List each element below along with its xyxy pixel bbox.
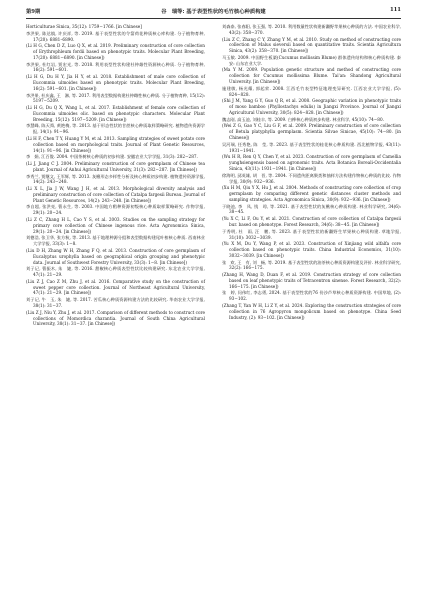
- page-number: 111: [389, 7, 401, 13]
- reference-entry: (Yu X M, Du Y, Wang P, et al. 2023. Construction of Xinjiang wild alfalfa core collection based on phenotypic traits. China Industrial Economics, 31(10): 3032−3039. [in Chinese]): [222, 241, 401, 258]
- reference-entry: 张 欢, 王 有, 刘 畅, 等. 2019. 基于表型性状的油茶核心种质资源构建及评价. 林业科学研究, 32(2): 166−175.: [222, 259, 401, 271]
- issue-number: 第9期: [26, 9, 41, 15]
- reference-entry: 李慧峰, 陈天舜, 黄艳梅, 等. 2013. 基于形态性状的甘蔗核心种质取样策略研究. 植物遗传资源学报, 14(1): 91−96.: [26, 123, 205, 135]
- running-title: 谷 瑞等: 基于表型性状的毛竹核心种质构建: [161, 9, 266, 15]
- reference-entry: 于晓池, 李 凤, 钱 琼, 等. 2021. 基于表型性状的灰楸核心种质构建. 林业科学研究, 34(6): 38−45.: [222, 203, 401, 215]
- reference-entry: (Li H G, Du H Y, Jia H Y, et al. 2018. Establishment of male core collection of Eucommia ulmoides based on phenotypic traits. Molecular Plant Breeding, 16(2): 591−601. [in Chinese]): [26, 74, 205, 91]
- reference-entry: 李 娟, 江百俊. 2004. 中国茶树核心种质的初步构建. 安徽农业大学学报, 31(3): 282−287.: [26, 154, 198, 160]
- reference-entry: 吴河瑞, 任秀艳, 陈 莹, 等. 2023. 基于表型性状的桂花核心种质构建. 西北植物学报, 43(11): 1931−1941.: [222, 141, 401, 153]
- reference-entry: 刘德浩, 张卫华, 张方秋, 等. 2013. 基于地理种源分组和表型数据构建尾叶桉核心种质. 西南林业大学学报, 33(3): 1−8.: [26, 235, 205, 247]
- reference-column-left: [26, 24, 205, 328]
- reference-entry: 刘子记, 牛 玉, 朱 婕, 等. 2017. 苦瓜核心种质资源构建方法的比较研究. 华南农业大学学报, 38(1): 31−37.: [26, 297, 205, 308]
- reference-entry: (Wu H R, Ren Q Y, Chen Y, et al. 2023. Construction of core germplasm of Camellia yunghsiengensis based on agronomic traits. Acta Botanica Boreali-Occidentalia Sinica, 43(11): 1931−1941. [in Chinese]): [222, 154, 401, 171]
- reference-entry: (Wei Z G, Gao Y C, Liu G F, et al. 2009. Preliminary construction of core collection of Betula platyphylla germplasm. Scientia Silvae Sinicae, 45(10): 74−80. [in Chinese]): [222, 123, 401, 141]
- reference-entry: Horticulturae Sinica, 35(12): 1759−1766. [in Chinese]: [26, 24, 142, 29]
- reference-entry: (Li X L, Jia J W, Wang J H, et al. 2013. Morphological diversity analysis and preliminary construction of core collection of Catalpa fargesii Bureau. Journal of Plant Genetic Resources, 14(2): 243−248. [in Chinese]): [26, 186, 205, 203]
- reference-entry: (Li J, Jiang C J. 2004. Preliminary construction of core germplasm of Chinese tea plant. Journal of Anhui Agricultural University, 31(3): 282−287. [in Chinese]): [26, 161, 205, 172]
- reference-entry: (Yu X C, Li F, Ou Y, et al. 2021. Construction of core collection of Catalpa fargesii bur. based on phenotype. Forest Research, 34(6): 38−45. [in Chinese]): [222, 216, 401, 227]
- reference-entry: 魏志刚, 高玉池, 刘桂丰, 等. 2009. 白桦核心种质初步构建. 林业科学, 45(10): 74−80.: [222, 116, 384, 122]
- reference-entry: (Zhang T, Yan W H, Li Z Y, et al. 2024. Exploring the construction strategies of core collection in 76 Agropyron mongolicum based on phenotype. China Seed Industry, (2): 93−102. [in Chinese]): [222, 303, 401, 320]
- reference-entry: 李秀兰, 贾继文, 王军辉, 等. 2013. 灰楸形态多样性分析及核心种质初步构建. 植物遗传资源学报, 14(2): 243−248.: [26, 173, 205, 185]
- reference-entry: (Liu Z C, Zhang C Y, Zhang Y M, et al. 2010. Study on method of constructing core collection of Malus sieversii based on quantitative traits. Scientia Agricultura Sinica, 43(2): 358−370. [in Chinese]): [222, 36, 401, 54]
- reference-entry: 李洪果, 杜红岩, 贾宏光, 等. 2018. 利用表型性状构建杜仲雄性资源核心种质. 分子植物育种, 16(2): 591−601.: [26, 61, 205, 73]
- reference-entry: (Shi J M, Yang G Y, Guo Q R, et al. 2008. Geographic variation in phenotypic traits of moso bamboo (Phyllostachys edulis) in Jiangxi Province. Journal of Jiangxi Agricultural University, 30(5): 824−828. [in Chinese]): [222, 98, 401, 116]
- reference-entry: 刘子记, 曹振木, 朱 婕, 等. 2016. 甜椒核心种质表型性状比较构建研究. 东北农业大学学报, 47(1): 21−29.: [26, 266, 205, 278]
- reference-entry: 徐海明, 邱英雄, 胡 晋, 等. 2004. 不同遗传距离聚类和抽样方法构建作物核心种质的比较. 作物学报, 30(9): 932−936.: [222, 172, 401, 184]
- reference-entry: 施建敏, 杨光耀, 郭起荣. 2008. 江西毛竹表型特征地理变异研究. 江西农业大学学报, (5): 824−828.: [222, 85, 401, 97]
- reference-entry: 刘森泰, 张春阳, 张玉强, 等. 2010. 利用数量性状构建新疆野苹果核心种质的方法. 中国农业科学, 43(2): 358−370.: [222, 24, 401, 35]
- reference-entry: (Li H F, Chen T Y, Huang Y M, et al. 2013. Sampling strategies of sweet potato core collection based on morphological traits. Journal of Plant Genetic Resources, 14(1): 91−96. [in Chinese]): [26, 135, 205, 153]
- reference-entry: (Li H G, Du Q X, Wang L, et al. 2017. Establishment of female core collection of Eucommia ulmoides olic. based on phenotypic characters. Molecular Plant Breeding, 15(12): 5197−5209. [in Chinese]): [26, 105, 205, 122]
- reference-entry: 李自超, 张洪亮, 曹永生, 等. 2003. 中国地方稻种资源初级核心种质取样策略研究. 作物学报, 29(1): 20−24.: [26, 204, 205, 216]
- reference-entry: (Ma Y M. 2009. Population genetic structure and method of constructing core collection for Cucumus mollissima Blume. Tai'an: Shandong Agricultural University. [in Chinese]): [222, 67, 401, 85]
- reference-entry: 张 婷, 问伟红, 李志勇, 2024. 基于表型性状的76 份沙芦草核心种质资源构建. 中国草地, (2): 93−102.: [222, 290, 401, 302]
- reference-entry: 李洪果, 杜庆鑫, 王 淋, 等. 2017. 利用表型数据构建杜仲雌性核心种质. 分子植物育种, 15(12): 5197−5209.: [26, 92, 205, 104]
- reference-entry: (Liu Z J, Cao Z M, Zhu J, et al. 2016. Comparative study on the construction of sweet pepper core collection. Journal of Northeast Agricultural University, 47(1): 21−29. [in Chinese]): [26, 278, 205, 296]
- reference-entry: (Liu D H, Zhang W H, Zhang F Q, et al. 2013. Construction of core germplasm of Eucalyptus urophylla based on geographical origin grouping and phenotypic data. Journal of Southwest Forestry University, 33(3): 1−8. [in Chinese]): [26, 247, 205, 265]
- reference-entry: 于秀明, 杜 雨, 汪 鹏, 等. 2023. 基于表型性状的新疆野生苹果核心种质构建. 草地学报, 31(10): 3032−3039.: [222, 228, 401, 240]
- reference-entry: (Zhang H, Wang D, Duan F, et al. 2019. Construction strategy of core collection based on leaf phenotypic traits of Tetracentron sinense. Forest Research, 32(2): 166−175. [in Chinese]): [222, 272, 401, 289]
- reference-entry: (Liu Z J, Niu Y, Zhu J, et al. 2017. Comparison of different methods to construct core collections of Momordica charantia. Journal of South China Agricultural University, 38(1): 31−37. [in Chinese]): [26, 309, 205, 327]
- reference-entry: 李洪果, 陈达镇, 许庆祥, 等. 2019. 基于表型性状的令箭荷花种质核心库构建. 分子植物育种, 17(20): 6881–6890.: [26, 30, 205, 42]
- reference-entry: 马玉敏. 2009. 中国野生板栗(Cucumus mollissim Blume) 群体遗传结构和核心种质构建. 泰安: 山东农业大学.: [222, 54, 401, 66]
- reference-column-right: [222, 24, 401, 321]
- reference-entry: (Xu H M, Qiu Y X, Hu J, et al. 2004. Methods of constructing core collection of crop germplasm by comparing different genetic distances cluster methods and sampling strategies. Acta Agronomica Sinica, 30(9): 932−936. [in Chinese]): [222, 185, 401, 202]
- reference-entry: (Li Z C, Zhang H L, Cao Y S, et al. 2003. Studies on the sampling strategy for primary core collection of Chinese ingenous rice. Acta Agronomica Sinica, 29(1): 20−24. [in Chinese]): [26, 216, 205, 234]
- reference-entry: (Li H G, Chen D Z, Luo Q X, et al. 2019. Preliminary construction of core collection of Erythrophleum fordii based on phenotypic traits. Molecular Plant Breeding, 17(20): 6881−6890. [in Chinese]): [26, 43, 205, 60]
- header-rule: [26, 18, 401, 19]
